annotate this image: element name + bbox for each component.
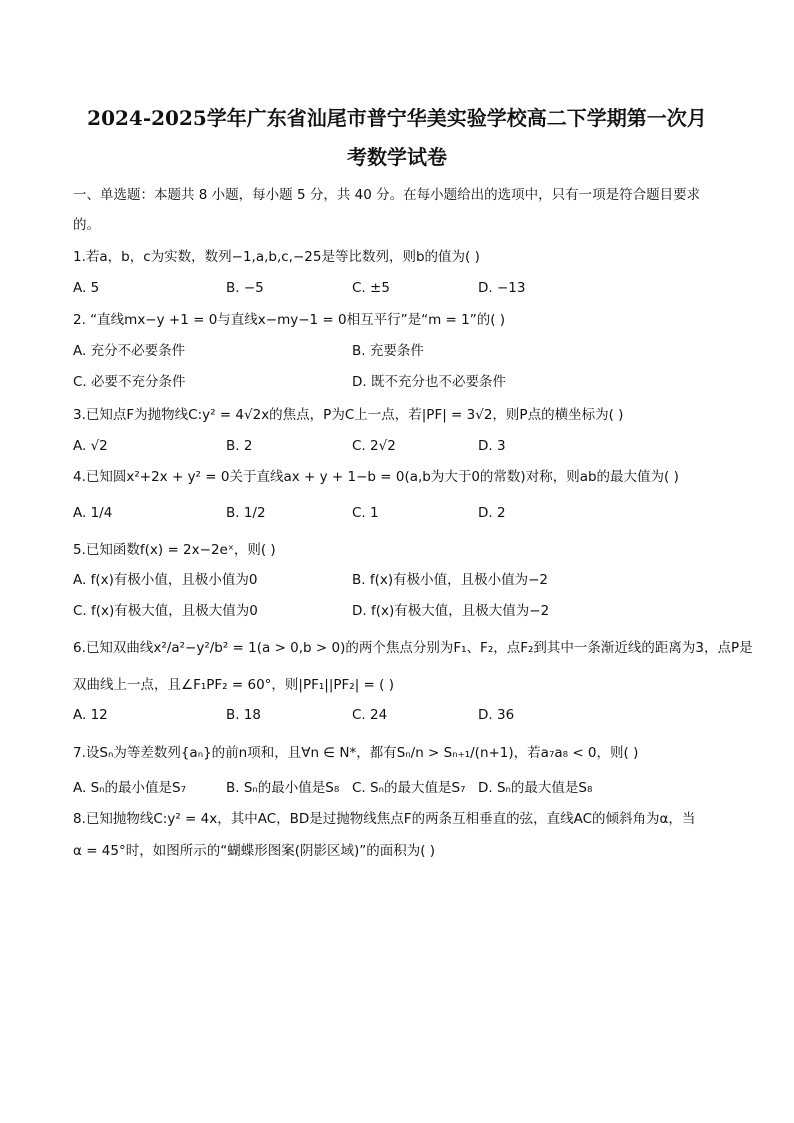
question-6-stem-line-1: 6.已知双曲线x²/a²−y²/b² = 1(a > 0,b > 0)的两个焦点分别为F₁、F₂，点F₂到其中一条渐近线的距离为3，点P是 [73,640,753,656]
question-5-option-b: B. f(x)有极小值，且极小值为−2 [352,572,549,588]
question-2-option-b: B. 充要条件 [352,343,424,359]
question-6-option-d: D. 36 [478,707,515,723]
question-6-option-a: A. 12 [73,707,108,723]
question-7-option-b: B. Sₙ的最小值是S₈ [226,780,340,796]
question-1-option-b: B. −5 [226,280,264,296]
question-8-stem-line-1: 8.已知抛物线C:y² = 4x，其中AC，BD是过抛物线焦点F的两条互相垂直的弦，直线AC的倾斜角为α，当 [73,811,696,827]
question-2-option-c: C. 必要不充分条件 [73,374,186,390]
question-5-stem: 5.已知函数f(x) = 2x−2eˣ，则( ) [73,542,276,558]
question-6-stem-line-2: 双曲线上一点，且∠F₁PF₂ = 60°，则|PF₁||PF₂| = ( ) [73,677,394,693]
question-5-option-a: A. f(x)有极小值，且极小值为0 [73,572,258,588]
question-2-option-a: A. 充分不必要条件 [73,343,186,359]
question-3-option-b: B. 2 [226,438,253,454]
section-heading-line-1: 一、单选题：本题共 8 小题，每小题 5 分，共 40 分。在每小题给出的选项中，只有一项是符合题目要求 [73,187,701,203]
question-5-option-d: D. f(x)有极大值，且极大值为−2 [352,603,550,619]
question-7-option-d: D. Sₙ的最大值是S₈ [478,780,593,796]
question-3-option-d: D. 3 [478,438,506,454]
question-4-stem: 4.已知圆x²+2x + y² = 0关于直线ax + y + 1−b = 0(a,b为大于0的常数)对称，则ab的最大值为( ) [73,469,679,485]
question-2-option-d: D. 既不充分也不必要条件 [352,374,506,390]
exam-title-line-2: 考数学试卷 [347,145,447,169]
question-3-option-c: C. 2√2 [352,438,396,454]
question-1-stem: 1.若a，b，c为实数，数列−1,a,b,c,−25是等比数列，则b的值为( ) [73,249,480,265]
section-heading-line-2: 的。 [73,217,100,233]
question-5-option-c: C. f(x)有极大值，且极大值为0 [73,603,258,619]
question-1-option-a: A. 5 [73,280,100,296]
question-4-option-d: D. 2 [478,505,506,521]
question-7-stem: 7.设Sₙ为等差数列{aₙ}的前n项和，且∀n ∈ N*，都有Sₙ/n > Sₙ₊₁/(n+1)，若a₇a₈ < 0，则( ) [73,745,639,761]
question-4-option-a: A. 1/4 [73,505,113,521]
question-3-option-a: A. √2 [73,438,108,454]
question-2-stem: 2. “直线mx−y +1 = 0与直线x−my−1 = 0相互平行”是“m = 1”的( ) [73,312,506,328]
question-8-stem-line-2: α = 45°时，如图所示的“蝴蝶形图案(阴影区域)”的面积为( ) [73,843,436,859]
question-6-option-c: C. 24 [352,707,388,723]
question-1-option-c: C. ±5 [352,280,390,296]
question-3-stem: 3.已知点F为抛物线C:y² = 4√2x的焦点，P为C上一点，若|PF| = 3√2，则P点的横坐标为( ) [73,407,624,423]
exam-title-line-1: 2024-2025学年广东省汕尾市普宁华美实验学校高二下学期第一次月 [87,106,707,130]
question-6-option-b: B. 18 [226,707,262,723]
question-4-option-c: C. 1 [352,505,379,521]
question-1-option-d: D. −13 [478,280,526,296]
question-4-option-b: B. 1/2 [226,505,266,521]
question-7-option-a: A. Sₙ的最小值是S₇ [73,780,187,796]
question-7-option-c: C. Sₙ的最大值是S₇ [352,780,466,796]
